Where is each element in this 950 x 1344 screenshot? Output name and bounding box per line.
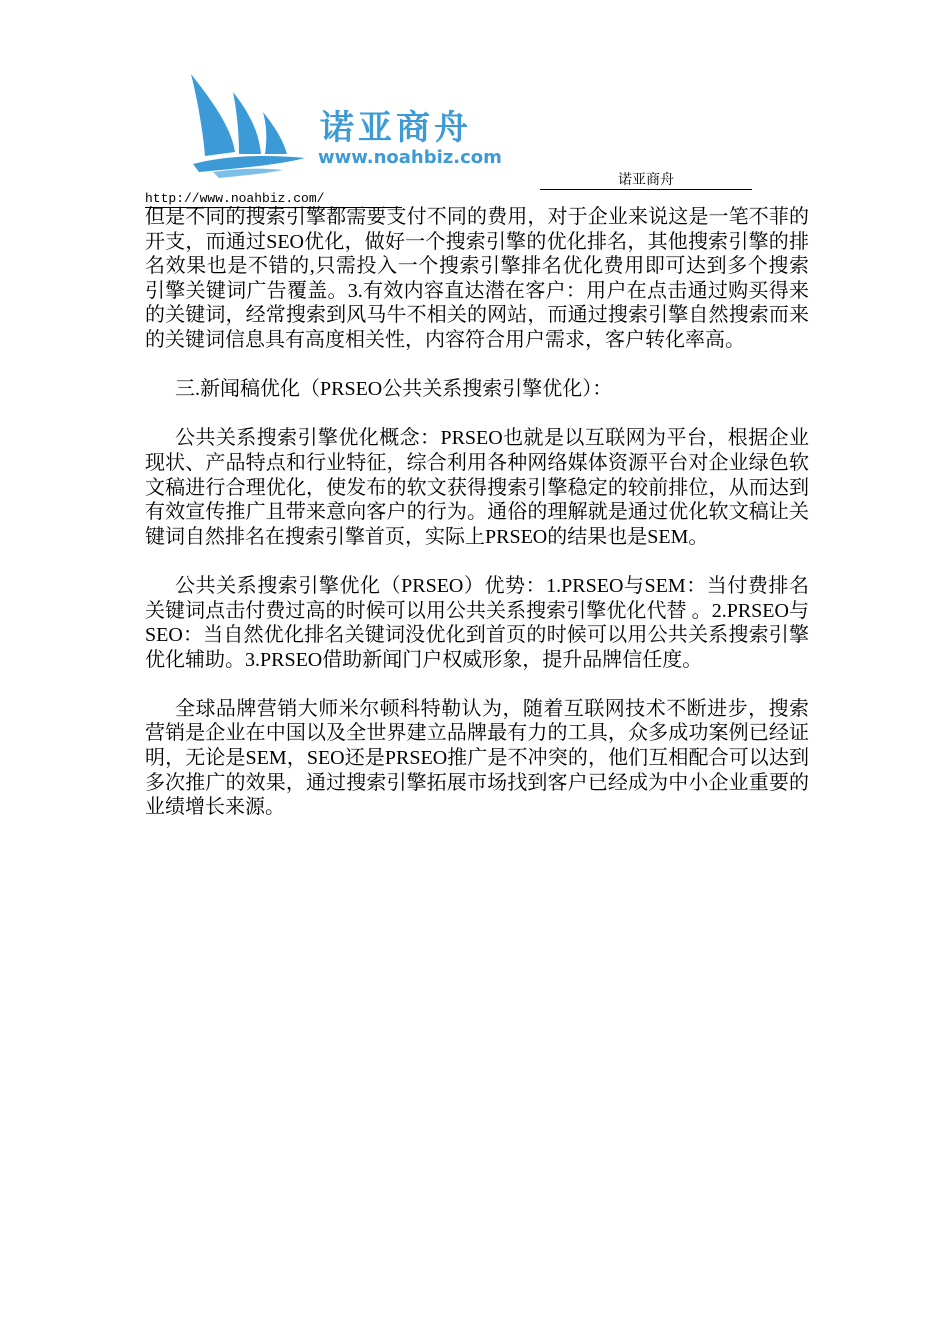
- paragraph: 公共关系搜索引擎优化概念：PRSEO也就是以互联网为平台，根据企业现状、产品特点和行业特征，综合利用各种网络媒体资源平台对企业绿色软文稿进行合理优化，使发布的软文获得搜索引擎稳定的较前排位，从而达到有效宣传推广且带来意向客户的行为。通俗的理解就是通过优化软文稿让关键词自然排名在搜索引擎首页，实际上PRSEO的结果也是SEM。: [145, 427, 809, 548]
- document-body: [145, 205, 809, 820]
- section-heading: 三.新闻稿优化（PRSEO公共关系搜索引擎优化）：: [175, 378, 613, 401]
- header-url-link[interactable]: http://www.noahbiz.com/: [145, 191, 402, 208]
- logo-url: www.noahbiz.com: [318, 147, 502, 168]
- logo-brand-name: 诺亚商舟: [320, 108, 472, 148]
- paragraph: 公共关系搜索引擎优化（PRSEO）优势：1.PRSEO与SEM：当付费排名关键词点击付费过高的时候可以用公共关系搜索引擎优化代替 。2.PRSEO与SEO：当自然优化排名关键词没优化到首页的时候可以用公共关系搜索引擎优化辅助。3.PRSEO借助新闻门户权威形象，提升品牌信任度。: [145, 574, 809, 671]
- company-logo: [183, 72, 503, 182]
- header-company-name: 诺亚商舟: [540, 172, 752, 190]
- paragraph: 但是不同的搜索引擎都需要支付不同的费用，对于企业来说这是一笔不菲的开支，而通过SEO优化，做好一个搜索引擎的优化排名，其他搜索引擎的排名效果也是不错的,只需投入一个搜索引擎排名优化费用即可达到多个搜索引擎关键词广告覆盖。3.有效内容直达潜在客户：用户在点击通过购买得来的关键词，经常搜索到风马牛不相关的网站，而通过搜索引擎自然搜索而来的关键词信息具有高度相关性，内容符合用户需求，客户转化率高。: [145, 206, 809, 351]
- paragraph: 全球品牌营销大师米尔顿科特勒认为，随着互联网技术不断进步，搜索营销是企业在中国以及全世界建立品牌最有力的工具，众多成功案例已经证明，无论是SEM，SEO还是PRSEO推广是不冲突的，他们互相配合可以达到多次推广的效果，通过搜索引擎拓展市场找到客户已经成为中小企业重要的业绩增长来源。: [145, 697, 809, 819]
- sailboat-icon: [183, 72, 313, 182]
